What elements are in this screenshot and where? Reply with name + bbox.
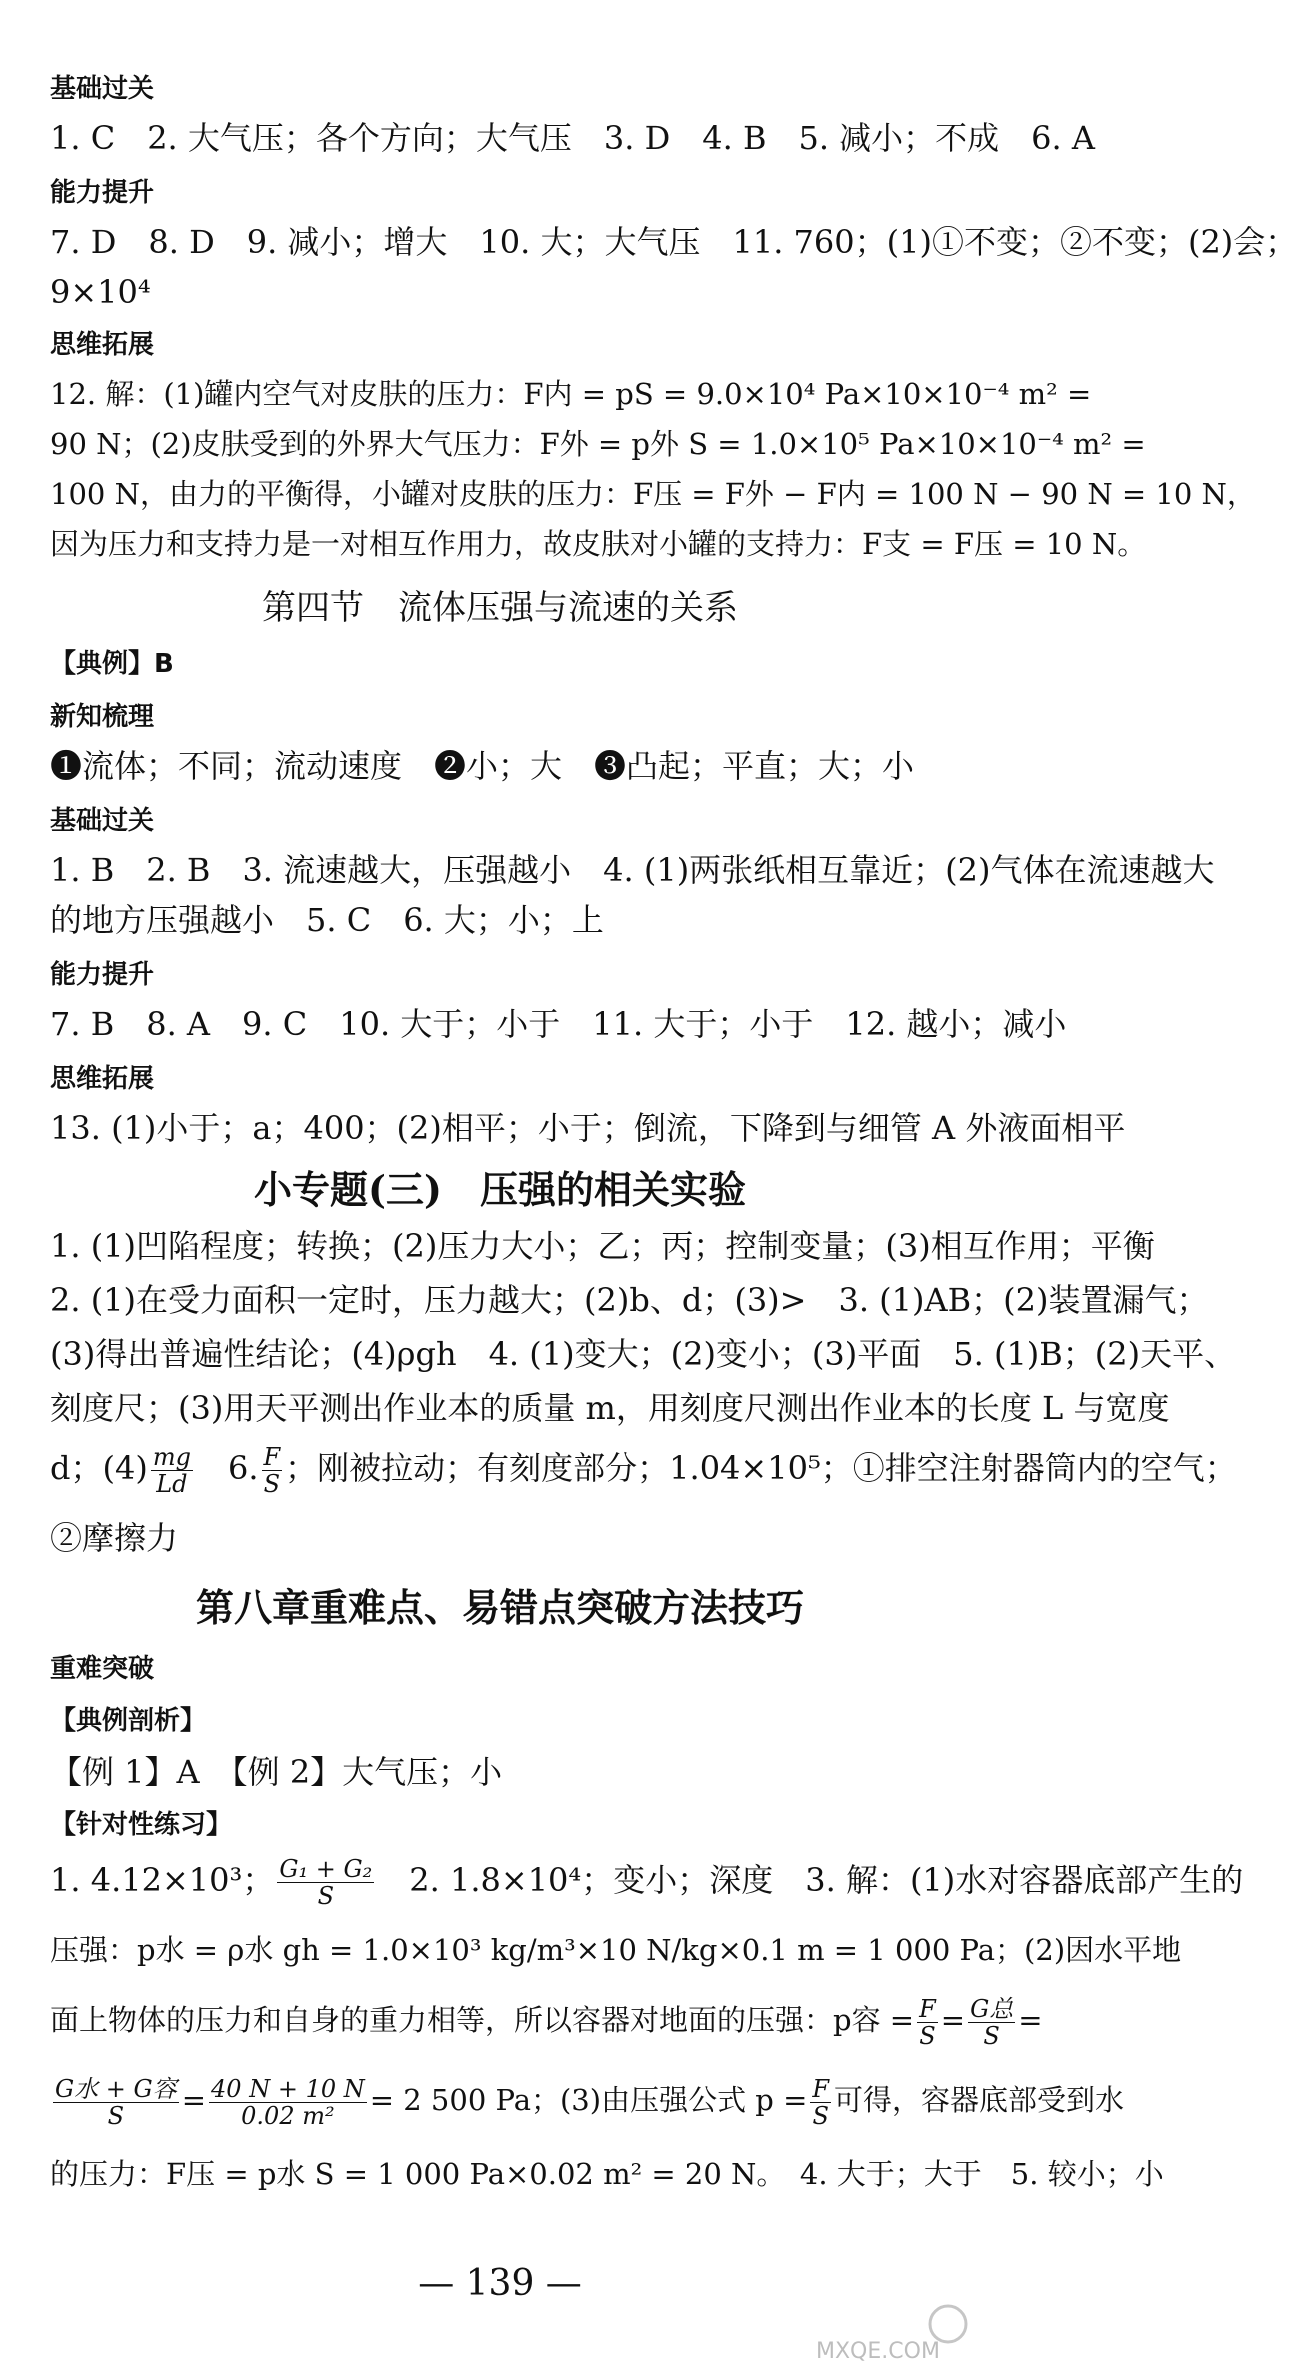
text-segment: 面上物体的压力和自身的重力相等，所以容器对地面的压强：p容 = — [50, 2003, 915, 2037]
example-answer: 【典例】B — [50, 649, 174, 679]
answer-line: 【例 1】A 【例 2】大气压；小 — [50, 1753, 503, 1791]
fraction-numerator: mg — [152, 1443, 191, 1471]
fraction-f-s — [262, 1444, 283, 1497]
fraction-denominator: S — [983, 2021, 1000, 2050]
fraction-numerator: G总 — [970, 1994, 1014, 2023]
text-segment: = — [940, 2003, 966, 2037]
answer-line: 9×10⁴ — [50, 273, 151, 311]
heading-think: 思维拓展 — [50, 330, 155, 360]
answer-line: 的地方压强越小 5. C 6. 大；小；上 — [50, 901, 604, 939]
fraction-numerator: G水 + G容 — [55, 2074, 177, 2103]
answer-line: 的压力：F压 = p水 S = 1 000 Pa×0.02 m² = 20 N。 4. 大于；大于 5. 较小；小 — [50, 2157, 1164, 2191]
answer-line: ❶流体；不同；流动速度 ❷小；大 ❸凸起；平直；大；小 — [50, 747, 915, 785]
fraction-numerator: 40 N + 10 N — [211, 2074, 365, 2103]
watermark-circle — [930, 2306, 966, 2342]
heading-key: 重难突破 — [50, 1654, 155, 1684]
text-segment: 2. 1.8×10⁴；变小；深度 3. 解：(1)水对容器底部产生的 — [377, 1861, 1244, 1899]
fraction-denominator: S — [919, 2021, 936, 2050]
text-segment: 1. 4.12×10³； — [50, 1861, 275, 1899]
fraction-denominator: Ld — [156, 1470, 188, 1498]
section-title: 第四节 流体压强与流速的关系 — [262, 588, 738, 628]
answer-line-with-fractions — [50, 2070, 1124, 2130]
fraction-numerator: G₁ + G₂ — [279, 1855, 373, 1883]
heading-practice: 【针对性练习】 — [50, 1810, 233, 1840]
answer-line-with-fractions — [50, 1438, 1237, 1498]
fraction-g1-g2 — [277, 1856, 374, 1909]
section-title: 小专题(三) 压强的相关实验 — [254, 1167, 746, 1212]
fraction-mg-ld — [151, 1444, 193, 1497]
fraction-denominator: 0.02 m² — [241, 2101, 335, 2130]
section-title: 第八章重难点、易错点突破方法技巧 — [195, 1585, 804, 1630]
text-segment: 可得，容器底部受到水 — [834, 2083, 1125, 2117]
answer-line: 1. (1)凹陷程度；转换；(2)压力大小；乙；丙；控制变量；(3)相互作用；平衡 — [50, 1227, 1155, 1265]
heading-think: 思维拓展 — [50, 1064, 155, 1094]
fraction-denominator: S — [317, 1882, 335, 1910]
text-segment: 6. — [195, 1449, 259, 1487]
fraction-denominator: S — [812, 2101, 829, 2130]
fraction-numerator: F — [812, 2074, 830, 2103]
text-segment: d；(4) — [50, 1449, 148, 1487]
page-number: — 139 — — [418, 2263, 582, 2304]
heading-improve: 能力提升 — [50, 960, 155, 990]
fraction-f-s — [810, 2076, 831, 2129]
answer-line: 12. 解：(1)罐内空气对皮肤的压力：F内 = pS = 9.0×10⁴ Pa×10×10⁻⁴ m² = — [50, 377, 1092, 411]
answer-line: 压强：p水 = ρ水 gh = 1.0×10³ kg/m³×10 N/kg×0.1 m = 1 000 Pa；(2)因水平地 — [50, 1933, 1182, 1967]
fraction-denominator: S — [107, 2101, 125, 2130]
fraction-gtotal-s — [968, 1996, 1015, 2049]
answer-line: 1. B 2. B 3. 流速越大，压强越小 4. (1)两张纸相互靠近；(2)气体在流速越大 — [50, 851, 1215, 889]
heading-analysis: 【典例剖析】 — [50, 1706, 207, 1736]
answer-line: 刻度尺；(3)用天平测出作业本的质量 m，用刻度尺测出作业本的长度 L 与宽度 — [50, 1389, 1170, 1427]
answer-line-with-fractions — [50, 1990, 1043, 2050]
answer-line: 7. B 8. A 9. C 10. 大于；小于 11. 大于；小于 12. 越小；减小 — [50, 1005, 1067, 1043]
fraction-numerator: F — [263, 1443, 281, 1471]
watermark-text: MXQE.COM — [816, 2339, 940, 2364]
answer-line-with-fractions — [50, 1850, 1243, 1910]
text-segment: = — [1018, 2003, 1043, 2037]
watermark-logo — [798, 2300, 988, 2364]
answer-line: 因为压力和支持力是一对相互作用力，故皮肤对小罐的支持力：F支 = F压 = 10 N。 — [50, 527, 1147, 561]
answer-line: 90 N；(2)皮肤受到的外界大气压力：F外 = p外 S = 1.0×10⁵ Pa×10×10⁻⁴ m² = — [50, 427, 1146, 461]
heading-improve: 能力提升 — [50, 178, 155, 208]
answer-line: 2. (1)在受力面积一定时，压力越大；(2)b、d；(3)> 3. (1)AB；(2)装置漏气； — [50, 1281, 1209, 1319]
answer-line: ②摩擦力 — [50, 1519, 179, 1557]
answer-line: (3)得出普遍性结论；(4)ρgh 4. (1)变大；(2)变小；(3)平面 5. (1)B；(2)天平、 — [50, 1335, 1237, 1373]
answer-line: 100 N，由力的平衡得，小罐对皮肤的压力：F压 = F外 − F内 = 100 N − 90 N = 10 N， — [50, 477, 1256, 511]
heading-new: 新知梳理 — [50, 702, 155, 732]
text-segment: = — [181, 2083, 207, 2117]
text-segment: = 2 500 Pa；(3)由压强公式 p = — [369, 2083, 808, 2117]
answer-line: 1. C 2. 大气压；各个方向；大气压 3. D 4. B 5. 减小；不成 6. A — [50, 119, 1095, 157]
fraction-denominator: S — [263, 1470, 281, 1498]
heading-basic: 基础过关 — [50, 74, 155, 104]
fraction-f-s — [917, 1996, 938, 2049]
fraction-numerator: F — [919, 1994, 936, 2023]
answer-line: 7. D 8. D 9. 减小；增大 10. 大；大气压 11. 760；(1)①不变；②不变；(2)会； — [50, 223, 1297, 261]
answer-line: 13. (1)小于；a；400；(2)相平；小于；倒流，下降到与细管 A 外液面相平 — [50, 1109, 1126, 1147]
text-segment: ；刚被拉动；有刻度部分；1.04×10⁵；①排空注射器筒内的空气； — [285, 1449, 1237, 1487]
heading-basic: 基础过关 — [50, 806, 155, 836]
fraction-50n-area — [209, 2076, 367, 2129]
fraction-gwater-gcontainer — [53, 2076, 179, 2129]
